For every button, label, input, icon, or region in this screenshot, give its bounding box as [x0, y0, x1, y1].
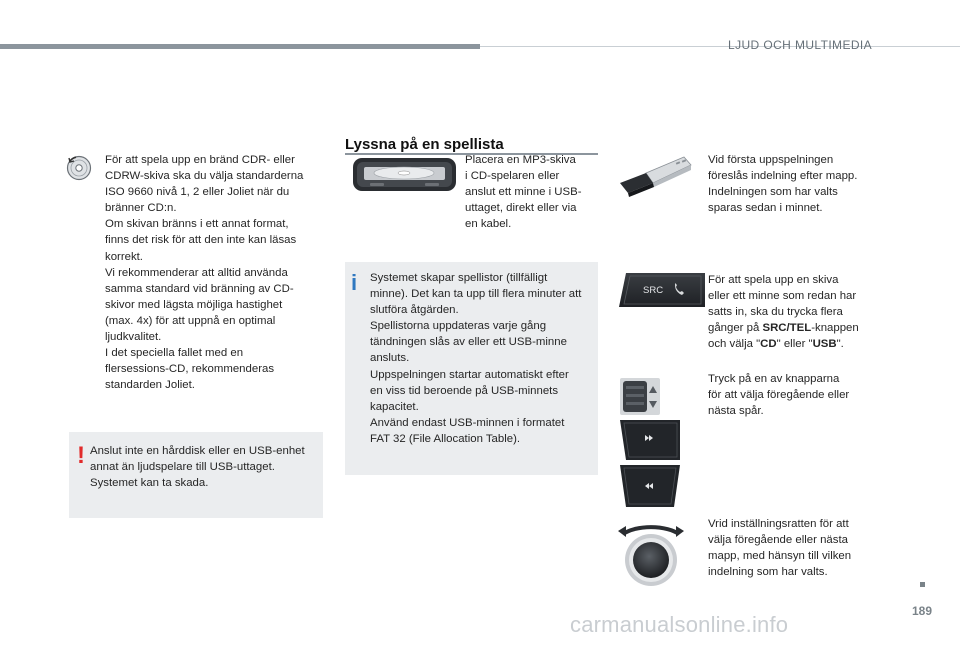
src-text-mid: -knappen och välja "	[708, 322, 859, 351]
seek-button-image	[620, 378, 660, 415]
track-select-text: Tryck på en av knapparna för att välja föregående eller nästa spår.	[708, 373, 850, 418]
src-text-or: " eller "	[776, 338, 813, 351]
next-track-button-image	[618, 420, 680, 460]
src-button-label: SRC	[643, 285, 664, 296]
warning-text: Anslut inte en hårddisk eller en USB-enhet annat än ljudspelare till USB-uttaget. Systemet kan ta skada.	[90, 445, 305, 490]
page-end-marker	[920, 582, 925, 587]
insert-media-text: Placera en MP3-skiva i CD-spelaren eller anslut ett minne i USB- uttaget, direkt eller via en kabel.	[465, 154, 582, 231]
usb-first-play-text: Vid första uppspelningen föreslås indelning efter mapp. Indelningen som har valts sparas sedan i minnet.	[708, 154, 858, 215]
info-icon: i	[351, 270, 358, 295]
rotary-knob-image	[615, 518, 687, 588]
cd-burn-note: För att spela upp en bränd CDR- eller CDRW-skiva ska du välja standarderna ISO 9660 nivå 1, 2 eller Joliet när du bränner CD:n. Om skivan bränns i ett annat format, finns det risk för att den inte kan läsas korrekt. Vi rekommenderar att alltid använda samma standard vid bränning av CD- skivor med lägsta möjliga hastighet (max. 4x) för att uppnå en optimal ljudkvalitet. I det speciella fallet med en flersessions-CD, rekommenderas standarden Joliet.	[105, 154, 304, 392]
section-title: LJUD OCH MULTIMEDIA	[728, 38, 873, 52]
section-heading: Lyssna på en spellista	[345, 136, 504, 153]
header-bar	[0, 44, 480, 49]
src-key-label: SRC/TEL	[762, 322, 812, 335]
src-text-pre: För att spela upp en skiva eller ett minne som redan har satts in, ska du trycka flera gånger på	[708, 274, 857, 335]
src-usb-label: USB	[812, 338, 837, 351]
src-instructions	[708, 272, 888, 352]
src-text-end: ".	[836, 338, 844, 351]
cd-player-image	[352, 155, 457, 195]
warning-icon: !	[77, 442, 85, 469]
info-text: Systemet skapar spellistor (tillfälligt minne). Det kan ta upp till flera minuter att slutföra åtgärden. Spellistorna uppdateras varje gång tändningen slås av eller ett USB-minne ansluts. Uppspelningen startar automatiskt efter en viss tid beroende på USB-minnets kapacitet. Använd endast USB-minnen i formatet FAT 32 (File Allocation Table).	[370, 272, 582, 445]
src-cd-label: CD	[760, 338, 777, 351]
page-number: 189	[911, 604, 932, 618]
knob-folder-text: Vrid inställningsratten för att välja föregående eller nästa mapp, med hänsyn till vilken indelning som har valts.	[708, 518, 852, 579]
header-rule	[480, 46, 960, 47]
previous-track-button-image	[618, 465, 680, 507]
usb-stick-image	[618, 153, 693, 198]
watermark: carmanualsonline.info	[570, 612, 789, 637]
cd-icon	[66, 155, 92, 181]
